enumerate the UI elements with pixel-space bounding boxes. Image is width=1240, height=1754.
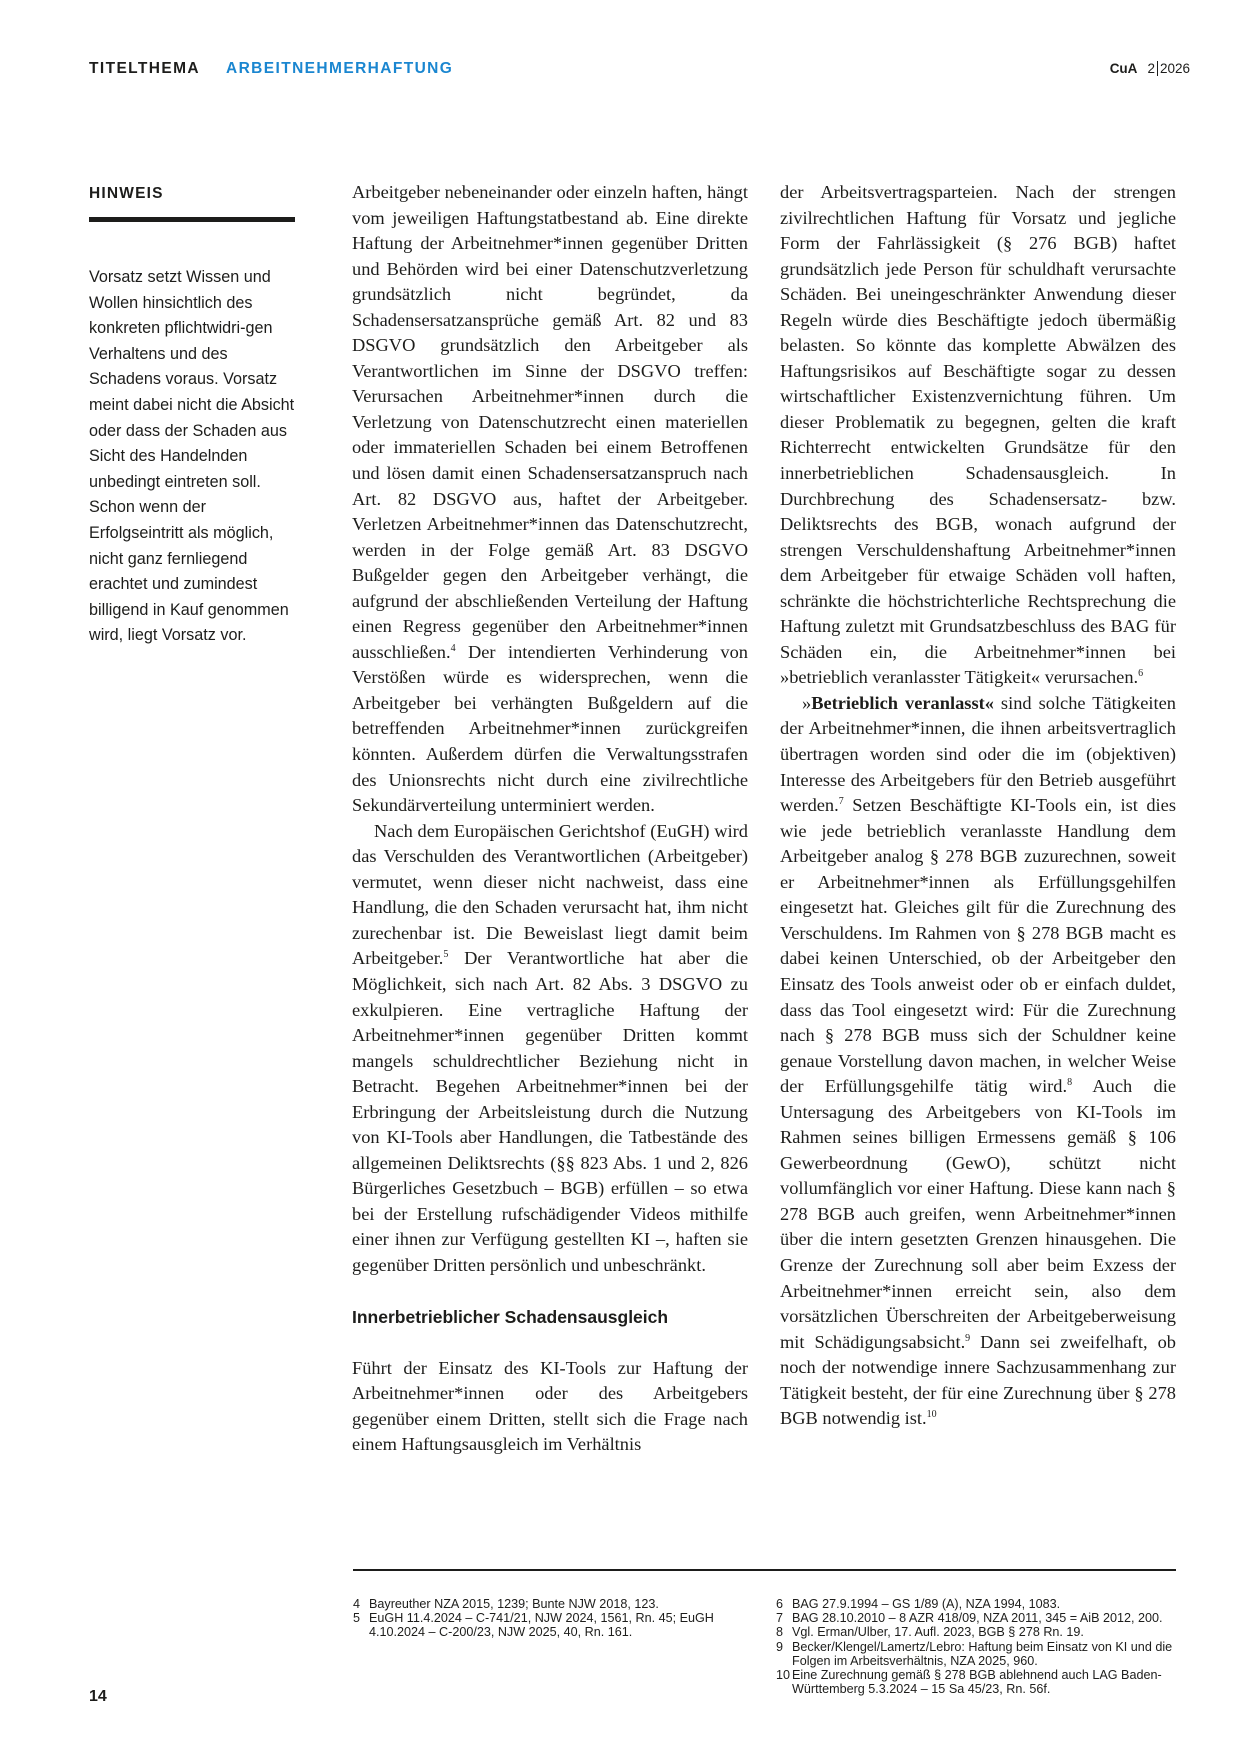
footnote-number: 7 bbox=[776, 1611, 784, 1626]
paragraph-text: Der Verantwortliche hat aber die Möglichkeit, sich nach Art. 82 Abs. 3 DSGVO zu exkulpieren. Eine vertragliche Haftung der Arbeitnehmer*innen gegenüber Dritten kommt mangels schuldrechtlicher Beziehung nicht in Betracht. Begehen Arbeitnehmer*innen bei der Erbringung der Arbeitsleistung durch die Nutzung von KI-Tools aber Handlungen, die Tatbestände des allgemeinen Deliktsrechts (§§ 823 Abs. 1 und 2, 826 Bürgerliches Gesetzbuch – BGB) erfüllen – so etwa bei der Erstellung rufschädigender Videos mithilfe einer ihnen zur Verfügung gestellten KI –, haften sie gegenüber Dritten persönlich und unbeschränkt. bbox=[352, 948, 748, 1275]
footnote-ref-6[interactable]: 6 bbox=[1138, 668, 1144, 680]
paragraph-text: Dann sei zweifelhaft, ob noch der notwendige innere Sachzusammenhang zur Tätigkeit besteht, der für eine Zurechnung über § 278 BGB notwendig ist. bbox=[780, 1331, 1176, 1429]
paragraph-text: Setzen Beschäftigte KI-Tools ein, ist dies wie jede betrieblich veranlasste Handlung dem Arbeitgeber analog § 278 BGB zuzurechnen, soweit er Arbeitnehmer*innen als Erfüllungsgehilfen eingesetzt hat. Gleiches gilt für die Zurechnung des Verschuldens. Im Rahmen von § 278 BGB macht es dabei keinen Unterschied, ob der Arbeitgeber den Einsatz des Tools anweist oder ob er einfach duldet, dass das Tool eingesetzt wird: Für die Zurechnung nach § 278 BGB muss sich der Schuldner keine genaue Vorstellung davon machen, in welcher Weise der Erfüllungsgehilfe tätig wird. bbox=[780, 795, 1176, 1097]
hinweis-text: Vorsatz setzt Wissen und Wollen hinsichtlich des konkreten pflichtwidri-gen Verhaltens und des Schadens voraus. Vorsatz meint dabei nicht die Absicht oder dass der Schaden aus Sicht des Handelnden unbedingt eintreten soll. Schon wenn der Erfolgseintritt als möglich, nicht ganz fernliegend erachtet und zumindest billigend in Kauf genommen wird, liegt Vorsatz vor. bbox=[89, 268, 295, 645]
footnote-ref-4[interactable]: 4 bbox=[450, 642, 456, 654]
paragraph-text: Nach dem Europäischen Gerichtshof (EuGH) wird das Verschulden des Verantwortlichen (Arbeitgeber) vermutet, wenn dieser nicht nachweist, dass eine Handlung, die den Schaden verursacht hat, ihm nicht zurechenbar ist. Die Beweislast liegt damit beim Arbeitgeber. bbox=[352, 820, 748, 969]
paragraph bbox=[780, 180, 1176, 691]
footnote-item bbox=[776, 1597, 1186, 1611]
footnote-ref-10[interactable]: 10 bbox=[926, 1409, 937, 1421]
paragraph bbox=[352, 180, 748, 819]
running-header bbox=[89, 60, 1190, 80]
paragraph bbox=[352, 819, 748, 1279]
footnote-item bbox=[776, 1625, 1186, 1639]
footnote-text: BAG 28.10.2010 – 8 AZR 418/09, NZA 2011, 345 = AiB 2012, 200. bbox=[792, 1611, 1163, 1626]
footnote-text: BAG 27.9.1994 – GS 1/89 (A), NZA 1994, 1083. bbox=[792, 1597, 1061, 1611]
paragraph-text: Der intendierten Verhinderung von Verstößen würde es widersprechen, wenn die Arbeitgeber bei verhängten Bußgeldern auf die betreffenden Arbeitnehmer*innen zurückgreifen könnten. Außerdem dürfen die Verwaltungsstrafen des Unionsrechts nicht durch eine zivilrechtliche Sekundärverteilung unterminiert werden. bbox=[352, 641, 748, 816]
page-number: 14 bbox=[89, 1688, 107, 1705]
footnote-item bbox=[353, 1611, 753, 1639]
footnote-text: Becker/Klengel/Lamertz/Lebro: Haftung beim Einsatz von KI und die Folgen im Arbeitsverhältnis, NZA 2025, 960. bbox=[792, 1639, 1173, 1668]
body-column-2 bbox=[780, 180, 1176, 1432]
paragraph-text: sind solche Tätigkeiten der Arbeitnehmer*innen, die ihnen arbeitsvertraglich übertragen worden sind oder die im (objektiven) Interesse des Arbeitgebers für den Betrieb ausgeführt werden. bbox=[780, 692, 1176, 816]
body-column-1 bbox=[352, 180, 748, 1458]
footnotes-right bbox=[776, 1597, 1186, 1696]
footnote-item bbox=[776, 1640, 1186, 1668]
section-label: TITELTHEMA bbox=[89, 60, 201, 77]
footnote-item bbox=[353, 1597, 753, 1611]
paragraph-text: der Arbeitsvertragsparteien. Nach der strengen zivilrechtlichen Haftung für Vorsatz und jegliche Form der Fahrlässigkeit (§ 276 BGB) haftet grundsätzlich jede Person für schuldhaft verursachte Schäden. Bei uneingeschränkter Anwendung dieser Regeln würde dies Beschäftigte jedoch übermäßig belasten. So könnte das komplette Abwälzen des Haftungsrisikos auf Beschäftigte sogar zu dessen wirtschaftlicher Existenzvernichtung führen. Um dieser Problematik zu begegnen, gelten die kraft Richterrecht entwickelten Grundsätze für den innerbetrieblichen Schadensausgleich. In Durchbrechung des Schadensersatz- bzw. Deliktsrechts des BGB, wonach aufgrund der strengen Verschuldenshaftung Arbeitnehmer*innen dem Arbeitgeber für etwaige Schäden voll haften, schränkte die höchstrichterliche Rechtsprechung die Haftung zuletzt mit Grundsatzbeschluss des BAG für Schäden ein, die Arbeitnehmer*innen bei »betrieblich veranlasster Tätigkeit« verursachen. bbox=[780, 182, 1176, 688]
emphasis-term: Betrieblich veranlasst« bbox=[811, 692, 994, 713]
footnote-text: Bayreuther NZA 2015, 1239; Bunte NJW 2018, 123. bbox=[369, 1597, 659, 1611]
hinweis-rule bbox=[89, 217, 295, 222]
paragraph-text: Führt der Einsatz des KI-Tools zur Haftung der Arbeitnehmer*innen oder des Arbeitgebers gegenüber einem Dritten, stellt sich die Frage nach einem Haftungsausgleich im Verhältnis bbox=[352, 1357, 748, 1455]
issue-year: 2026 bbox=[1159, 61, 1190, 76]
footnote-item bbox=[776, 1611, 1186, 1625]
issue-number: 2 bbox=[1147, 61, 1155, 76]
footnote-item bbox=[776, 1668, 1186, 1696]
footnote-text: Vgl. Erman/Ulber, 17. Aufl. 2023, BGB § 278 Rn. 19. bbox=[792, 1625, 1084, 1640]
footnote-ref-8[interactable]: 8 bbox=[1067, 1077, 1073, 1089]
issue-separator bbox=[1157, 61, 1158, 76]
paragraph-text: Auch die Untersagung des Arbeitgebers von KI-Tools im Rahmen seines billigen Ermessens gemäß § 106 Gewerbeordnung (GewO), schützt nicht vollumfänglich vor einer Haftung. Diese kann nach § 278 BGB auch greifen, wenn Arbeitnehmer*innen über die intern gesetzten Grenzen hinausgehen. Die Grenze der Zurechnung soll aber beim Exzess der Arbeitnehmer*innen erreicht sein, also dem vorsätzlichen Überschreiten der Arbeitgeberweisung mit Schädigungsabsicht. bbox=[780, 1076, 1177, 1352]
subheading: Innerbetrieblicher Schadensausgleich bbox=[352, 1306, 669, 1327]
footnote-ref-7[interactable]: 7 bbox=[838, 796, 844, 808]
paragraph bbox=[780, 691, 1176, 1432]
footnote-ref-5[interactable]: 5 bbox=[443, 949, 449, 961]
footnote-number: 5 bbox=[353, 1611, 361, 1626]
hinweis-box bbox=[89, 185, 295, 649]
paragraph bbox=[352, 1356, 748, 1458]
footnote-number: 10 bbox=[776, 1668, 791, 1683]
footnotes-left bbox=[353, 1597, 753, 1640]
footnote-number: 6 bbox=[776, 1597, 784, 1611]
footnote-ref-9[interactable]: 9 bbox=[965, 1332, 971, 1344]
topic-label: ARBEITNEHMERHAFTUNG bbox=[226, 60, 454, 77]
quote-mark: » bbox=[802, 692, 812, 713]
journal-name: CuA bbox=[1109, 61, 1138, 76]
footnote-text: EuGH 11.4.2024 – C-741/21, NJW 2024, 1561, Rn. 45; EuGH 4.10.2024 – C-200/23, NJW 2025, 40, Rn. 161. bbox=[369, 1611, 714, 1640]
hinweis-title: HINWEIS bbox=[89, 185, 164, 202]
footnote-number: 4 bbox=[353, 1597, 361, 1611]
paragraph-text: Arbeitgeber nebeneinander oder einzeln haften, hängt vom jeweiligen Haftungstatbestand ab. Eine direkte Haftung der Arbeitnehmer*innen gegenüber Dritten und Behörden wird bei einer Datenschutzverletzung grundsätzlich nicht begründet, da Schadensersatzansprüche gemäß Art. 82 und 83 DSGVO grundsätzlich den Arbeitgeber als Verantwortlichen im Sinne der DSGVO treffen: Verursachen Arbeitnehmer*innen durch die Verletzung von Datenschutzrecht einen materiellen oder immateriellen Schaden bei einem Betroffenen und lösen damit einen Schadensersatzanspruch nach Art. 82 DSGVO aus, haftet der Arbeitgeber. Verletzen Arbeitnehmer*innen das Datenschutzrecht, werden in der Folge gemäß Art. 83 DSGVO Bußgelder gegen den Arbeitgeber verhängt, die aufgrund der abschließenden Verteilung der Haftung einen Regress gegenüber den Arbeitnehmer*innen ausschließen. bbox=[352, 182, 748, 662]
footnote-text: Eine Zurechnung gemäß § 278 BGB ablehnend auch LAG Baden-Württemberg 5.3.2024 – 15 Sa 45/23, Rn. 56f. bbox=[792, 1668, 1162, 1697]
footnote-number: 8 bbox=[776, 1625, 784, 1640]
journal-issue bbox=[1110, 61, 1190, 76]
footnote-divider bbox=[353, 1569, 1176, 1571]
footnote-number: 9 bbox=[776, 1639, 784, 1654]
